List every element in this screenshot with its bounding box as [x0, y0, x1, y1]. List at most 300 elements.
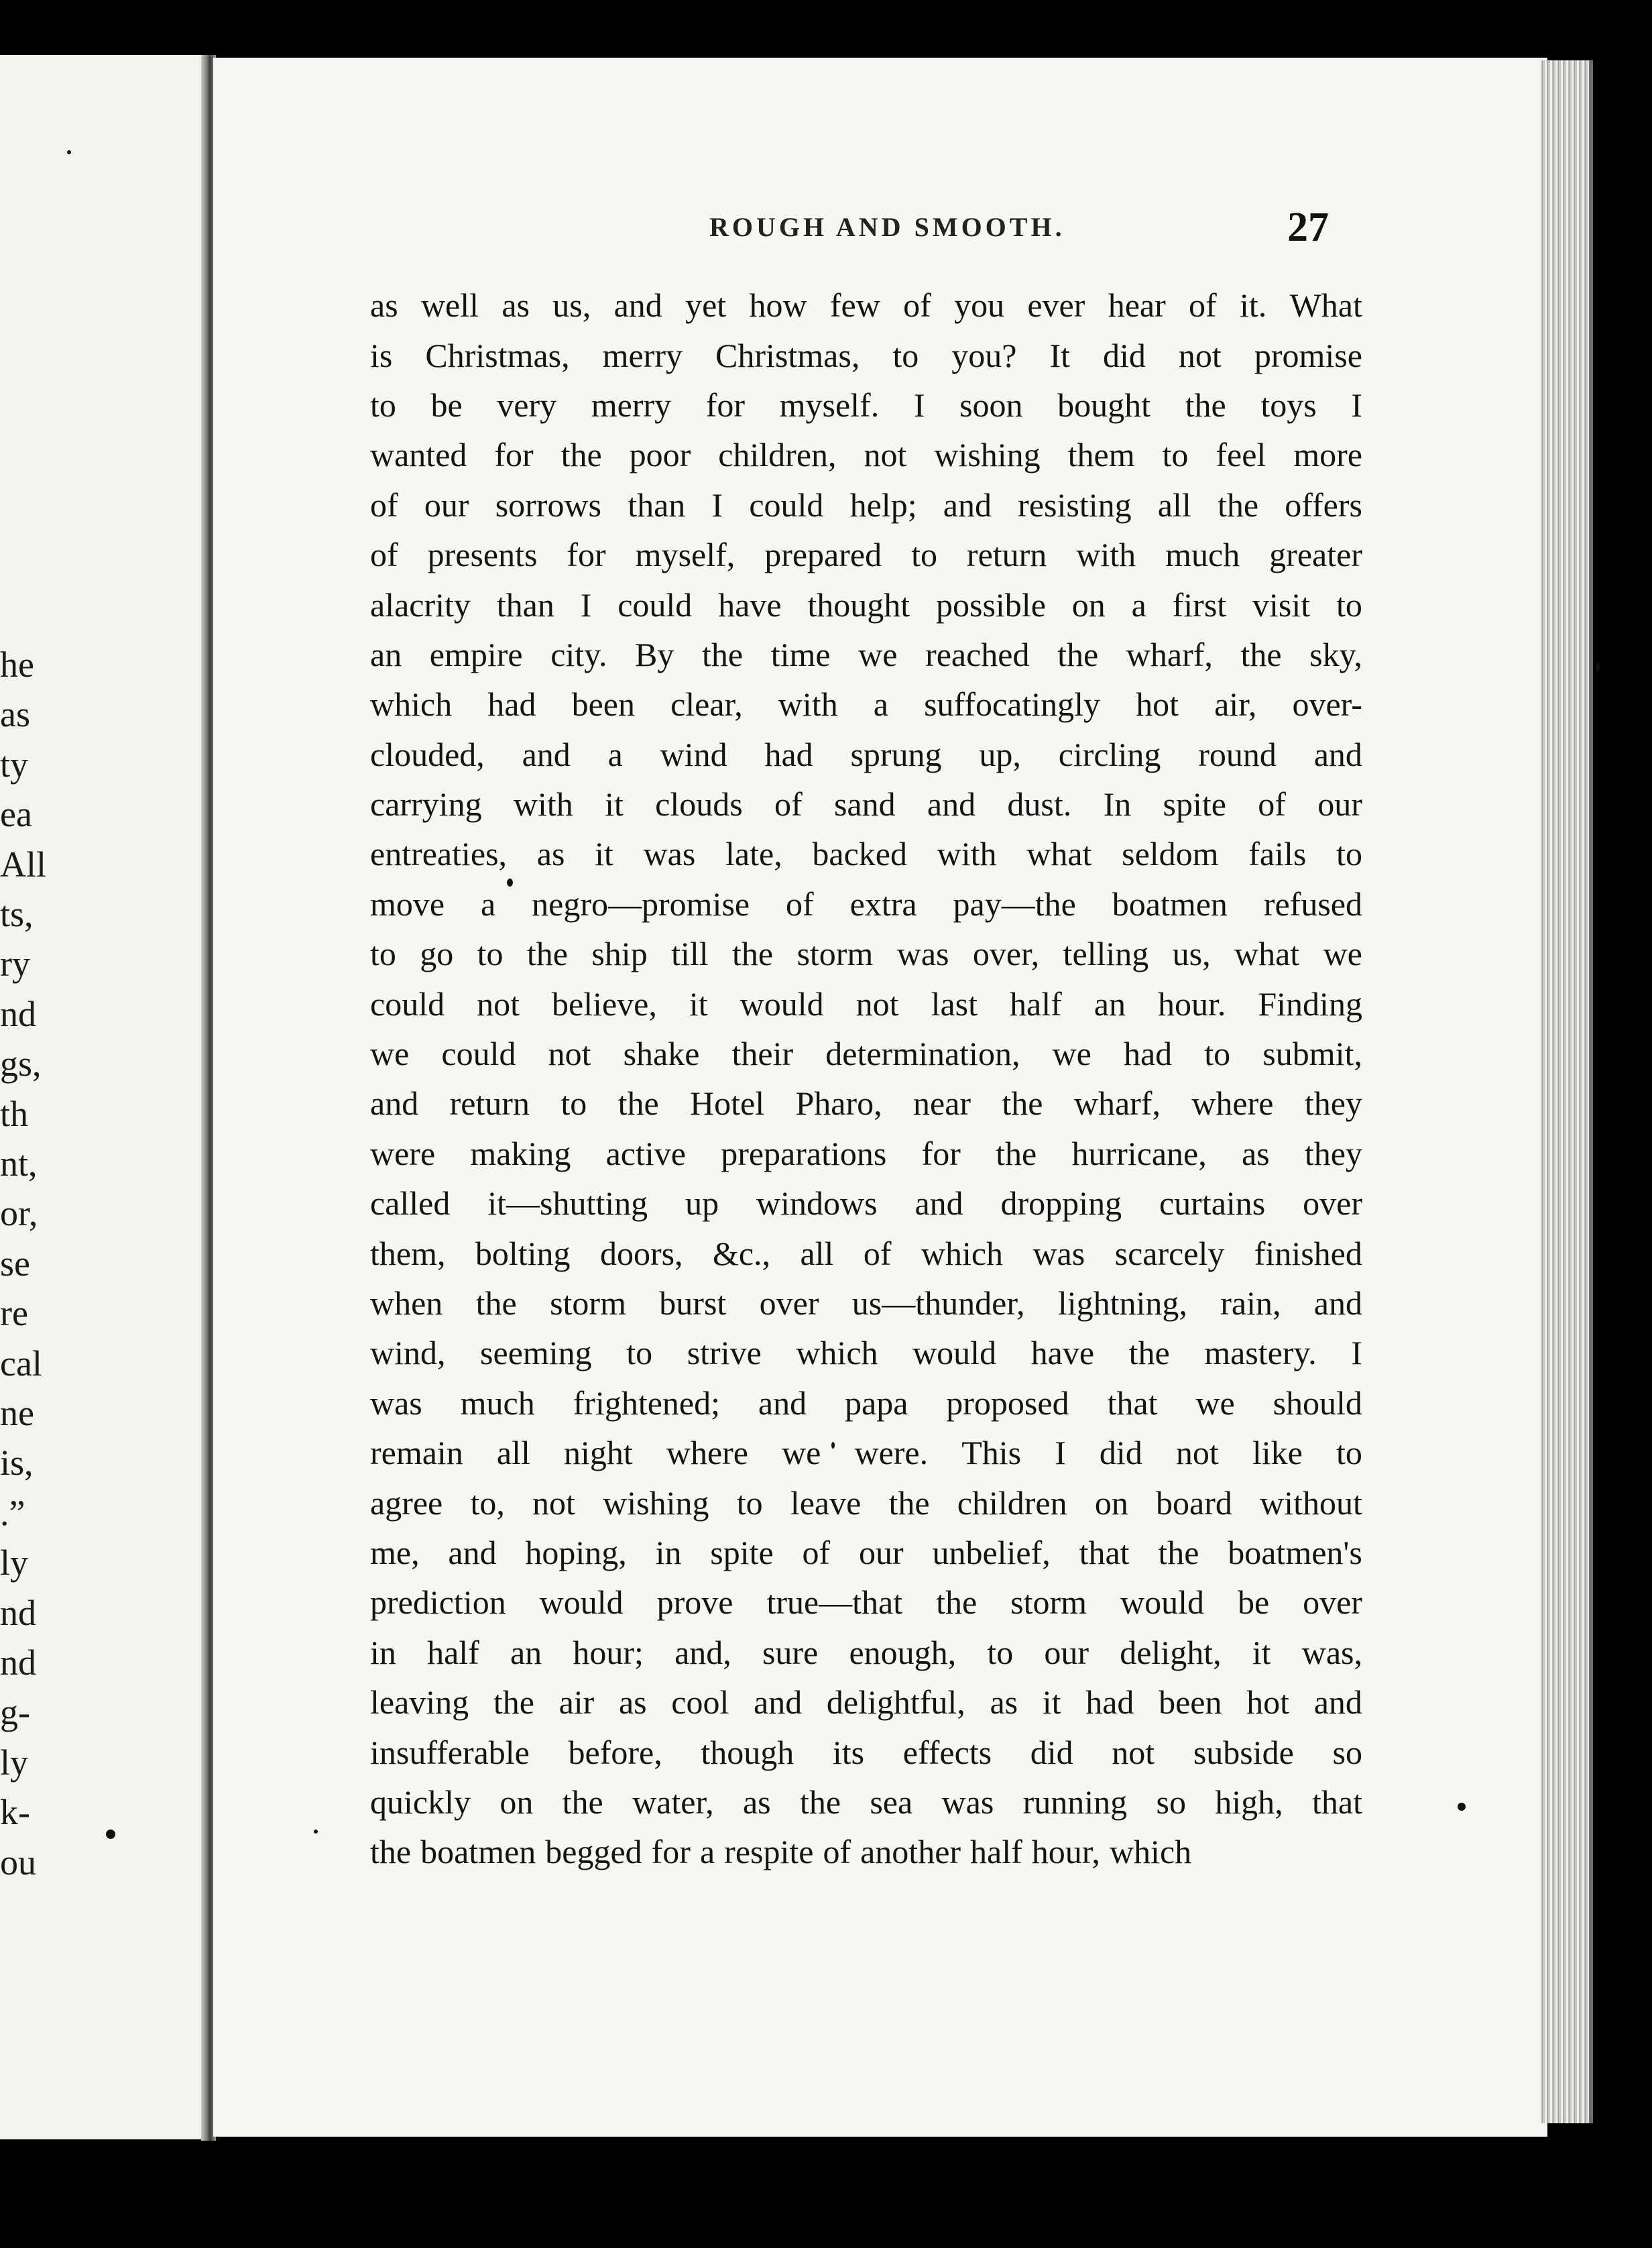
word: we [858, 635, 898, 673]
word: backed [812, 835, 907, 873]
word: making [470, 1134, 571, 1172]
word: doors, [599, 1234, 683, 1272]
page-edges [1539, 60, 1593, 2123]
word: proposed [946, 1384, 1069, 1422]
text-line [370, 530, 1362, 579]
word: quickly [370, 1783, 471, 1821]
word: hour. [1157, 985, 1226, 1023]
word: pay—the [953, 885, 1076, 923]
word: clouds [655, 785, 743, 824]
word: on [1094, 1483, 1128, 1522]
word: where [666, 1434, 748, 1472]
word: of [370, 486, 398, 524]
word: would [912, 1334, 997, 1372]
word: seldom [1122, 835, 1219, 873]
facing-page-fragment: g- [0, 1692, 30, 1733]
ink-speck [67, 150, 71, 154]
word: half [427, 1633, 479, 1671]
word: well [420, 286, 479, 325]
word: and [448, 1533, 497, 1571]
word: them, [370, 1234, 446, 1272]
word: than [496, 585, 554, 624]
word: shake [623, 1035, 700, 1073]
text-line [370, 929, 1362, 978]
word: would [740, 985, 824, 1023]
word: children [957, 1483, 1067, 1522]
word: submit, [1262, 1035, 1362, 1073]
word: storm [550, 1284, 626, 1322]
word: it [689, 985, 708, 1023]
text-line [370, 579, 1362, 629]
facing-page-fragment: ts, [0, 894, 34, 934]
text-line [370, 1628, 1362, 1677]
word: as [1241, 1134, 1270, 1172]
word: leave [790, 1483, 862, 1522]
word: which [796, 1334, 878, 1372]
word: should [1273, 1384, 1362, 1422]
text-line [370, 1378, 1362, 1428]
text-line [370, 1477, 1362, 1527]
word: to [477, 935, 504, 973]
word: go [420, 935, 454, 973]
word: lightning, [1057, 1284, 1187, 1322]
word: on [1071, 585, 1106, 624]
word: ship [591, 935, 648, 973]
word: prediction [370, 1583, 506, 1622]
word: What [1289, 286, 1362, 325]
word: the [996, 1134, 1037, 1172]
word: the [1185, 386, 1226, 424]
word: I [913, 386, 925, 424]
word: last [931, 985, 978, 1023]
word: boatmen [420, 1833, 536, 1871]
word: determination, [825, 1035, 1020, 1073]
facing-page-fragment: ty [0, 744, 29, 785]
word: the [617, 1084, 659, 1123]
word: Finding [1258, 985, 1362, 1023]
facing-page-fragment: cal [0, 1343, 42, 1384]
ink-speck [1458, 1803, 1466, 1811]
word: to [626, 1334, 653, 1372]
word: did [1030, 1733, 1073, 1771]
word: which [1109, 1833, 1192, 1871]
facing-page-fragment: ly [0, 1742, 29, 1783]
word: have [1030, 1334, 1095, 1372]
word: air, [1214, 685, 1257, 724]
word: windows [756, 1184, 878, 1223]
word: a [481, 885, 496, 923]
word: and [754, 1683, 803, 1722]
word: before, [568, 1733, 662, 1771]
word: it—shutting [487, 1184, 648, 1223]
word: preparations [721, 1134, 887, 1172]
word: that [1107, 1384, 1158, 1422]
word: high, [1215, 1783, 1283, 1821]
word: me, [370, 1533, 420, 1571]
word: and [914, 1184, 963, 1223]
word: enough, [849, 1633, 957, 1671]
word: with [1076, 536, 1136, 574]
word: could [617, 585, 693, 624]
word: had [487, 685, 536, 724]
word: prove [656, 1583, 733, 1622]
word: us, [552, 286, 591, 325]
word: poor [629, 436, 691, 474]
word: with [937, 835, 997, 873]
word: return [449, 1084, 530, 1123]
facing-page-fragment: ry [0, 944, 30, 985]
word: I [1351, 386, 1362, 424]
word: boatmen's [1228, 1533, 1362, 1571]
word: visit [1252, 585, 1311, 624]
word: hear [1108, 286, 1166, 325]
word: air [558, 1683, 595, 1722]
word: could [441, 1035, 516, 1073]
text-line [370, 1178, 1362, 1228]
word: have [718, 585, 782, 624]
word: it [1042, 1683, 1061, 1722]
word: Pharo, [795, 1084, 882, 1123]
word: be [430, 386, 463, 424]
text-line [370, 430, 1362, 480]
word: hurricane, [1071, 1134, 1207, 1172]
word: the [936, 1583, 978, 1622]
word: not [1175, 1434, 1219, 1472]
facing-page-fragment: k- [0, 1792, 30, 1833]
word: for [651, 1833, 691, 1871]
word: as [742, 1783, 771, 1821]
ink-speck [314, 1830, 318, 1834]
word: not [856, 985, 899, 1023]
word: the [732, 935, 774, 973]
word: over, [972, 935, 1040, 973]
word: and [370, 1084, 419, 1123]
word: hot [1246, 1683, 1290, 1722]
text-line [370, 380, 1362, 430]
text-line [370, 1228, 1362, 1278]
facing-page-fragment: as [0, 694, 30, 735]
word: carrying [370, 785, 482, 824]
word: clear, [670, 685, 743, 724]
word: round [1198, 735, 1277, 773]
word: to [1336, 1434, 1362, 1472]
word: unbelief, [932, 1533, 1051, 1571]
word: curtains [1159, 1184, 1266, 1223]
word: &c., [712, 1234, 771, 1272]
word: of [863, 1234, 892, 1272]
word: It [1049, 336, 1070, 374]
facing-page-fragment: nd [0, 1642, 36, 1683]
word: up [685, 1184, 719, 1223]
word: was [896, 935, 949, 973]
word: running [1022, 1783, 1128, 1821]
word: hour; [573, 1633, 644, 1671]
word: yet [685, 286, 727, 325]
word: we [1052, 1035, 1092, 1073]
text-line [370, 1078, 1362, 1128]
word: hot [1136, 685, 1179, 724]
word: help; [849, 486, 917, 524]
word: the [526, 935, 568, 973]
word: our [424, 486, 469, 524]
word: active [605, 1134, 686, 1172]
word: though [701, 1733, 794, 1771]
text-line [370, 1129, 1362, 1178]
ink-speck [507, 879, 513, 887]
word: of [774, 785, 803, 824]
word: did [1099, 1434, 1142, 1472]
text-line [370, 679, 1362, 729]
word: an [510, 1633, 542, 1671]
word: agree [370, 1483, 443, 1522]
word: I [1055, 1434, 1066, 1472]
word: and [1313, 1284, 1362, 1322]
word: bought [1057, 386, 1151, 424]
word: effects [902, 1733, 992, 1771]
word: negro—promise [532, 885, 750, 923]
word: the [370, 1833, 412, 1871]
word: begged [545, 1833, 642, 1871]
word: hour, [1031, 1833, 1100, 1871]
word: with [778, 685, 838, 724]
word: the [1240, 635, 1282, 673]
facing-page-fragment: he [0, 644, 34, 685]
word: to [370, 386, 396, 424]
word: city. [550, 635, 607, 673]
word: is [370, 336, 393, 374]
facing-page-fragment: ea [0, 794, 32, 835]
word: myself, [635, 536, 735, 574]
word: their [731, 1035, 794, 1073]
word: in [370, 1633, 396, 1671]
word: them [1067, 436, 1135, 474]
word: the [702, 635, 744, 673]
word: so [1332, 1733, 1362, 1771]
word: telling [1063, 935, 1149, 973]
word: was [370, 1384, 422, 1422]
word: not [477, 985, 520, 1023]
text-line [370, 330, 1362, 380]
word: papa [845, 1384, 908, 1422]
facing-page-fragment: All [0, 844, 47, 885]
word: sand [833, 785, 896, 824]
word: subside [1193, 1733, 1294, 1771]
word: myself. [779, 386, 880, 424]
text-line [370, 1677, 1362, 1727]
word: would [539, 1583, 624, 1622]
word: dropping [1000, 1184, 1122, 1223]
word: thought [807, 585, 910, 624]
word: presents [427, 536, 538, 574]
word: cool [671, 1683, 729, 1722]
word: circling [1058, 735, 1161, 773]
word: soon [959, 386, 1023, 424]
word: when [370, 1284, 443, 1322]
text-line [370, 1777, 1362, 1827]
word: for [494, 436, 534, 474]
word: was [1032, 1234, 1085, 1272]
word: clouded, [370, 735, 485, 773]
word: resisting [1018, 486, 1132, 524]
word: of [1189, 286, 1217, 325]
word: it [605, 785, 624, 824]
word: did [1103, 336, 1146, 374]
word: all [1157, 486, 1191, 524]
word: over [1303, 1583, 1362, 1622]
word: remain [370, 1434, 463, 1472]
word: empire [429, 635, 523, 673]
word: our [1044, 1633, 1089, 1671]
word: they [1304, 1084, 1362, 1123]
word: would [1120, 1583, 1204, 1622]
word: wharf, [1126, 635, 1213, 673]
word: alacrity [370, 585, 471, 624]
word: the [562, 1783, 603, 1821]
word: and [1313, 735, 1362, 773]
page-number: 27 [1287, 205, 1329, 250]
word: very [497, 386, 557, 424]
word: sky, [1309, 635, 1362, 673]
word: children, [718, 436, 837, 474]
word: the [1128, 1334, 1170, 1372]
word: for [705, 386, 746, 424]
word: us—thunder, [851, 1284, 1025, 1322]
word: the [1217, 486, 1259, 524]
word: been [1159, 1683, 1222, 1722]
word: Hotel [690, 1084, 765, 1123]
word: to [1336, 835, 1362, 873]
word: suffocatingly [924, 685, 1101, 724]
word: were. [854, 1434, 929, 1472]
word: a [1131, 585, 1146, 624]
word: till [671, 935, 709, 973]
word: in [655, 1533, 682, 1571]
word: our [858, 1533, 904, 1571]
word: late, [725, 835, 782, 873]
word: over [759, 1284, 819, 1322]
word: and [522, 735, 571, 773]
word: extra [849, 885, 917, 923]
word: and [758, 1384, 807, 1422]
word: prepared [764, 536, 882, 574]
facing-page [0, 55, 209, 2139]
word: merry [602, 336, 683, 374]
word: delight, [1120, 1633, 1222, 1671]
word: merry [591, 386, 672, 424]
word: they [1304, 1134, 1362, 1172]
word: near [913, 1084, 971, 1123]
word: had [1123, 1035, 1173, 1073]
word: on [499, 1783, 534, 1821]
facing-page-fragment: ne [0, 1393, 34, 1433]
word: not [1112, 1733, 1155, 1771]
word: a [607, 735, 623, 773]
word: what [1234, 935, 1300, 973]
facing-page-fragment: is, [0, 1443, 34, 1483]
word: and [943, 486, 992, 524]
text-line [370, 829, 1362, 879]
word: scarcely [1114, 1234, 1225, 1272]
word: you? [951, 336, 1017, 374]
word: to [892, 336, 919, 374]
word: a [699, 1833, 715, 1871]
word: night [563, 1434, 633, 1472]
word: to [560, 1084, 587, 1123]
word: of [802, 1533, 831, 1571]
word: true—that [766, 1583, 903, 1622]
word: I [711, 486, 723, 524]
word: finished [1254, 1234, 1362, 1272]
word: it [595, 835, 613, 873]
word: respite [724, 1833, 814, 1871]
word: offers [1285, 486, 1362, 524]
word: as [618, 1683, 647, 1722]
word: wishing [934, 436, 1041, 474]
word: with [513, 785, 573, 824]
word: what [1026, 835, 1092, 873]
word: return [966, 536, 1047, 574]
word: the [493, 1683, 534, 1722]
word: sure [762, 1633, 819, 1671]
facing-page-fragment: th [0, 1093, 29, 1134]
facing-page-fragment: ou [0, 1842, 36, 1882]
word: all [800, 1234, 834, 1272]
word: to [1336, 585, 1362, 624]
word: it [1252, 1633, 1271, 1671]
word: sorrows [495, 486, 602, 524]
word: the [1057, 635, 1099, 673]
word: the [888, 1483, 930, 1522]
ink-speck [1596, 663, 1600, 672]
facing-page-fragment: or, [0, 1193, 38, 1234]
word: frightened; [573, 1384, 721, 1422]
word: much [1165, 536, 1240, 574]
word: its [832, 1733, 865, 1771]
word: more [1293, 436, 1362, 474]
word: over [1303, 1184, 1362, 1223]
word: all [496, 1434, 530, 1472]
word: the [1002, 1084, 1043, 1123]
word: as [501, 286, 530, 325]
word: could [370, 985, 445, 1023]
text-line [370, 1528, 1362, 1577]
word: we [1195, 1384, 1235, 1422]
word: of [786, 885, 814, 923]
word: much [460, 1384, 535, 1422]
word: how [749, 286, 807, 325]
word: like [1252, 1434, 1303, 1472]
word: board [1156, 1483, 1232, 1522]
facing-page-fragment: ly [0, 1542, 29, 1583]
word: of [903, 286, 931, 325]
word: not [864, 436, 907, 474]
word: not [532, 1483, 575, 1522]
word: possible [936, 585, 1046, 624]
word: so [1156, 1783, 1186, 1821]
text-line [370, 779, 1362, 829]
word: wind [660, 735, 727, 773]
word: promise [1254, 336, 1362, 374]
text-line [370, 978, 1362, 1028]
word: first [1172, 585, 1227, 624]
word: that [1079, 1533, 1130, 1571]
word: not [1178, 336, 1222, 374]
word: few [829, 286, 880, 325]
text-line [370, 730, 1362, 779]
text-line [370, 1278, 1362, 1328]
text-line [370, 1577, 1362, 1627]
word: where [1191, 1084, 1274, 1123]
